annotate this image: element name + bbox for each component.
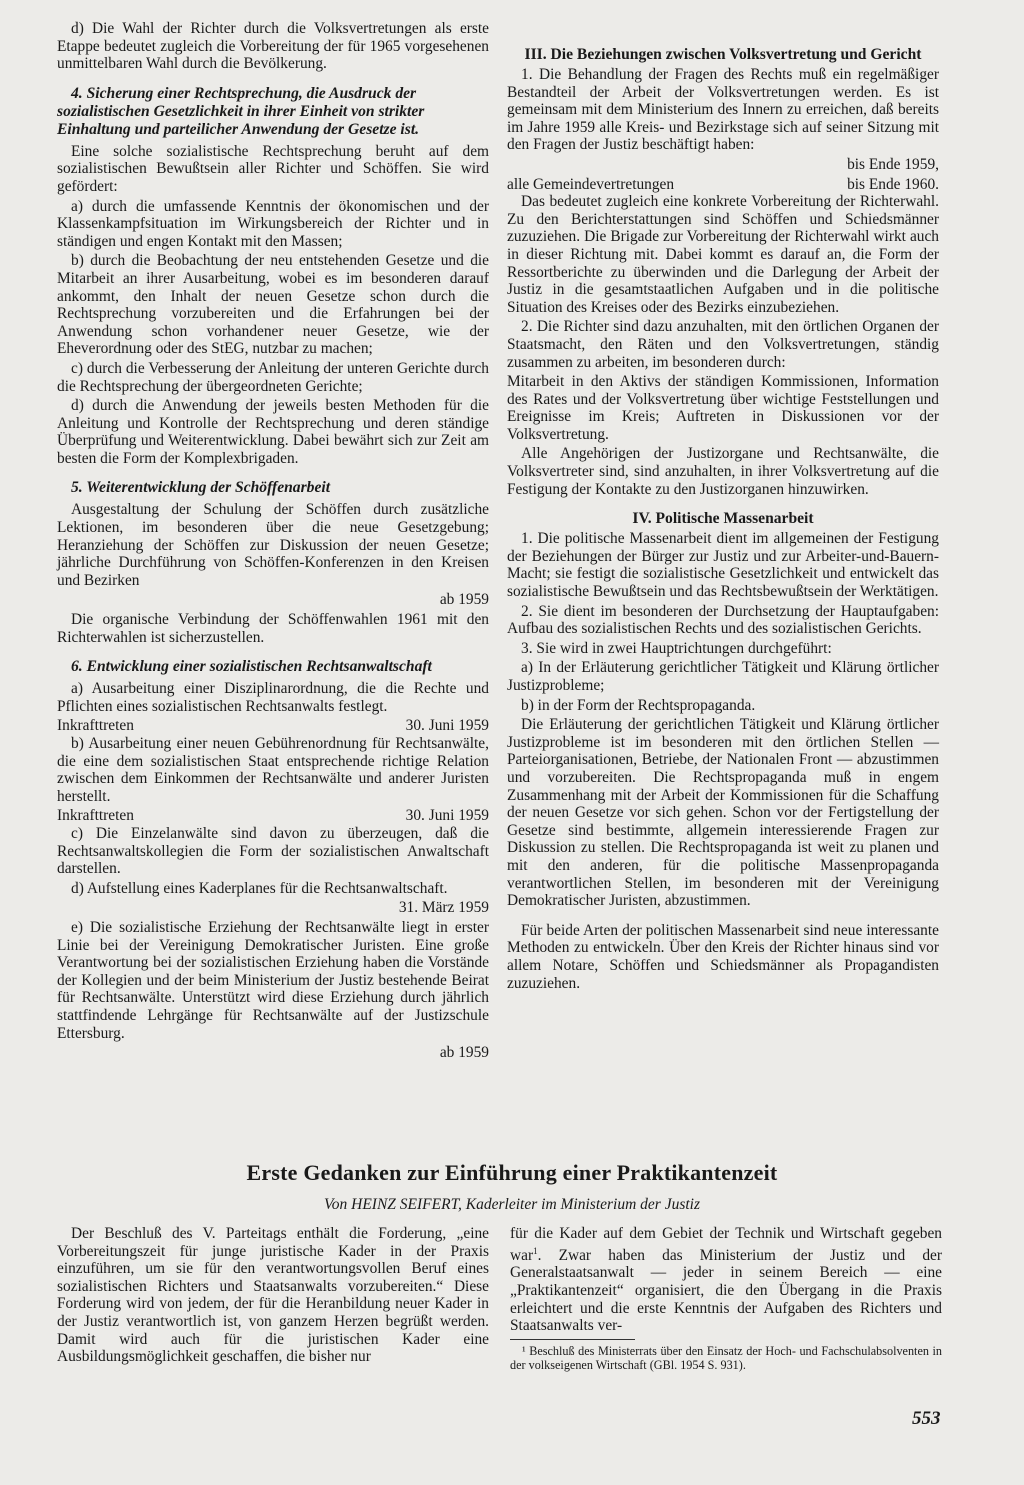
date-label: Inkrafttreten [57, 807, 134, 825]
list-item: b) durch die Beobachtung der neu entstehenden Gesetze und die Mitarbeit an ihrer Ausarbeitung, wobei es im besonderen darauf ankommt, den Inhalt der neuen Gesetze schon durch die Rechtsprechung vorzubereiten und die Erfahrungen bei der Anwendung schon vorhandener neuer Gesetze, wie der Eheverordnung oder des StEG, nutzbar zu machen; [57, 252, 489, 358]
footnote: ¹ Beschluß des Ministerrats über den Einsatz der Hoch- und Fachschulabsolventen in der volkseigenen Wirtschaft (GBl. 1954 S. 931). [510, 1343, 942, 1372]
paragraph: Mitarbeit in den Aktivs der ständigen Kommissionen, Information des Rates und der Volksvertretung über wichtige Feststellungen und Ereignisse im Kreis; Auftreten in Diskussionen vor der Volksvertretung. [507, 373, 939, 443]
list-item: c) durch die Verbesserung der Anleitung der unteren Gerichte durch die Rechtsprechung der übergeordneten Gerichte; [57, 359, 489, 395]
text-run: für die Kader auf dem Gebiet der Technik und Wirtschaft gegeben war [510, 1225, 942, 1264]
paragraph: d) Die Wahl der Richter durch die Volksvertretungen als erste Etappe bedeutet zugleich die Vorbereitung der für 1965 vorgesehenen unmittelbaren Wahl durch die Bevölkerung. [57, 20, 489, 73]
article-title: Erste Gedanken zur Einführung einer Praktikantenzeit [246, 1160, 778, 1185]
paragraph: Die Erläuterung der gerichtlichen Tätigkeit und Klärung örtlicher Justizprobleme ist im besonderen mit den örtlichen Stellen — Parteiorganisationen, Betriebe, der Nationalen Front — abzustimmen und vorzubereiten. Die Rechtspropaganda muß in engem Zusammenhang mit der Arbeit der Kommissionen für die Schaffung der neuen Gesetze vor sich gehen. Schon vor der Fertigstellung der Gesetze sind bestimmte, allgemein interessierende Fragen zur Diskussion zu stellen. Die Rechtspropaganda ist weit zu planen und mit den anderen, für die politische Massenpropaganda verantwortlichen Stellen, im besonderen mit der Vereinigung Demokratischer Juristen, abzustimmen. [507, 716, 939, 910]
list-item: a) Ausarbeitung einer Disziplinarordnung, die die Rechte und Pflichten eines sozialistischen Rechtsanwalts festlegt. [57, 680, 489, 715]
author-name: HEINZ SEIFERT, [351, 1196, 462, 1213]
date-line [57, 807, 489, 825]
list-item: d) Aufstellung eines Kaderplanes für die Rechtsanwaltschaft. [71, 879, 448, 897]
list-item: b) Ausarbeitung einer neuen Gebührenordnung für Rechtsanwälte, die eine dem sozialistischen Staat entsprechende richtige Relation zwischen dem Einkommen der Rechtsanwälte und anderer Juristen herstellt. [57, 735, 489, 805]
date-value: 30. Juni 1959 [405, 717, 489, 735]
list-item: a) In der Erläuterung gerichtlicher Tätigkeit und Klärung örtlicher Justizprobleme; [507, 659, 939, 694]
paragraph: 2. Die Richter sind dazu anzuhalten, mit den örtlichen Organen der Staatsmacht, den Räten und den Volksvertretungen, ständig zusammen zu arbeiten, im besonderen durch: [507, 318, 939, 371]
section-heading: 4. Sicherung einer Rechtsprechung, die Ausdruck der sozialistischen Gesetzlichkeit in ihrer Einheit von strikter Einhaltung und parteilicher Anwendung der Gesetze ist. [57, 84, 425, 138]
date-label: Inkrafttreten [57, 717, 134, 735]
date-value: bis Ende 1960. [847, 175, 939, 193]
paragraph: 1. Die Behandlung der Fragen des Rechts muß ein regelmäßiger Bestandteil der Arbeit der Volksvertretungen werden. Es ist gemeinsam mit dem Ministerium des Innern zu erreichen, daß bereits im Jahre 1959 alle Kreis- und Bezirkstage sich auf seiner Sitzung mit den Fragen der Justiz beschäftigt haben: [507, 66, 939, 154]
list-item: c) Die Einzelanwälte sind davon zu überzeugen, daß die Rechtsanwaltskollegien die Form der sozialistischen Anwaltschaft darstellen. [57, 824, 489, 878]
paragraph: Ausgestaltung der Schulung der Schöffen durch zusätzliche Lektionen, im besonderen über die neue Gesetzgebung; Heranziehung der Schöffen zur Diskussion der neuen Gesetze; jährliche Durchführung von Schöffen-Konferenzen in den Kreisen und Bezirken [57, 501, 489, 589]
paragraph [510, 1225, 942, 1335]
list-item: b) in der Form der Rechtspropaganda. [521, 696, 756, 714]
paragraph: Für beide Arten der politischen Massenarbeit sind neue interessante Methoden zu entwickeln. Über den Kreis der Richter hinaus sind vor allem Notare, Schöffen und Schiedsmänner als Propagandisten zuzuziehen. [507, 921, 939, 992]
author-role: Kaderleiter im Ministerium der Justiz [465, 1196, 700, 1213]
list-item: a) durch die umfassende Kenntnis der ökonomischen und der Klassenkampfsituation im Wirkungsbereich der Richter und in ständigen und engen Kontakt mit den Massen; [57, 197, 489, 250]
byline-prefix: Von [324, 1196, 348, 1213]
article-body-left [57, 1225, 489, 1366]
date-line [57, 717, 489, 735]
text-run: . Zwar haben das Ministerium der Justiz und der Generalstaatsanwalt — jeder in seinem Bereich — eine „Praktikantenzeit“ organisiert, die den Übergang in die Praxis erleichtert und die erste Kenntnis der Aufgaben des Richters und Staatsanwalts ver- [510, 1246, 942, 1335]
paragraph: Der Beschluß des V. Parteitags enthält die Forderung, „eine Vorbereitungszeit für junge juristische Kader in der Praxis einzuführen, um sie für den verantwortungsvollen Beruf eines sozialistischen Richters und Staatsanwalts vorzubereiten.“ Diese Forderung wird von jedem, der für die Heranbildung neuer Kader in der Justiz verantwortlich ist, von ganzem Herzen begrüßt werden. Damit wird auch für die juristischen Kader eine Ausbildungsmöglichkeit geschaffen, die bisher nur [57, 1225, 489, 1366]
date-line: 31. März 1959 [398, 899, 489, 917]
date-line: ab 1959 [439, 1044, 489, 1062]
paragraph: Alle Angehörigen der Justizorgane und Rechtsanwälte, die Volksvertreter sind, sind anzuhalten, in ihrer Volksvertretung auf die Festigung der Kontakte zu den Justizorganen hinzuwirken. [507, 445, 939, 498]
section-heading: 6. Entwicklung einer sozialistischen Rechtsanwaltschaft [71, 658, 432, 676]
paragraph: Die organische Verbindung der Schöffenwahlen 1961 mit den Richterwahlen ist sicherzustellen. [57, 611, 489, 646]
list-item: e) Die sozialistische Erziehung der Rechtsanwälte liegt in erster Linie bei der Vereinigung Demokratischer Juristen. Eine große Verantwortung bei der sozialistischen Erziehung haben die Vorstände der Kollegien und der beim Ministerium der Justiz bestehende Beirat für Rechtsanwälte. Unterstützt wird diese Erziehung durch jährlich stattfindende Lehrgänge für Rechtsanwälte auf der Justizschule Ettersburg. [57, 918, 489, 1042]
section-heading: 5. Weiterentwicklung der Schöffenarbeit [71, 479, 331, 497]
article-body-right [510, 1225, 942, 1372]
page-number: 553 [912, 1408, 941, 1429]
footnote-marker: 1 [533, 1245, 538, 1256]
date-line: bis Ende 1959, [847, 155, 939, 173]
date-line: ab 1959 [439, 591, 489, 609]
date-label: alle Gemeindevertretungen [507, 175, 675, 193]
left-column [57, 20, 489, 1064]
paragraph: 2. Sie dient im besonderen der Durchsetzung der Hauptaufgaben: Aufbau des sozialistischen Rechts und des sozialistischen Gerichts. [507, 602, 939, 638]
date-line [507, 176, 939, 194]
paragraph: 1. Die politische Massenarbeit dient im allgemeinen der Festigung der Beziehungen der Bürger zur Justiz und zur Arbeiter-und-Bauern-Macht; sie festigt die sozialistische Gesetzlichkeit und entwickelt das sozialistische Bewußtsein und das Rechtsbewußtsein der Werktätigen. [507, 530, 939, 601]
footnote-divider [510, 1339, 635, 1340]
paragraph: 3. Sie wird in zwei Hauptrichtungen durchgeführt: [521, 639, 832, 657]
section-heading: III. Die Beziehungen zwischen Volksvertretung und Gericht [524, 46, 922, 63]
paragraph: Eine solche sozialistische Rechtsprechung beruht auf dem sozialistischen Bewußtsein aller Richter und Schöffen. Sie wird gefördert: [57, 142, 489, 195]
right-column [507, 46, 939, 994]
list-item: d) durch die Anwendung der jeweils besten Methoden für die Anleitung und Kontrolle der Rechtsprechung und deren ständige Überprüfung und Weiterentwicklung. Dabei bewährt sich zur Zeit am besten die Form der Komplexbrigaden. [57, 397, 489, 467]
section-heading: IV. Politische Massenarbeit [632, 510, 814, 528]
byline [0, 1196, 1024, 1214]
date-value: 30. Juni 1959 [405, 807, 489, 825]
paragraph: Das bedeutet zugleich eine konkrete Vorbereitung der Richterwahl. Zu den Berichterstattungen sind Schöffen und Schiedsmänner zuzuziehen. Die Brigade zur Vorbereitung der Richterwahl wirkt auch in dieser Richtung mit. Dabei kommt es darauf an, die Form der Ressortberichte zu überwinden und die Darlegung der Arbeit der Justiz in die gesamtstaatlichen Aufgaben und in die politische Situation des Kreises oder des Bezirks einzubeziehen. [507, 193, 939, 316]
